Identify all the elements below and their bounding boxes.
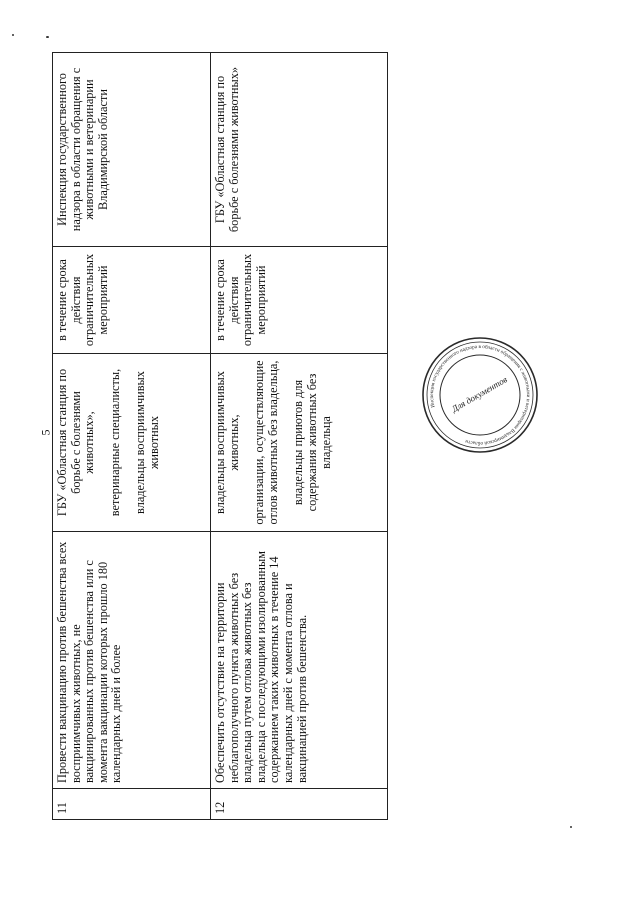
seal-graphic bbox=[420, 336, 540, 454]
scan-speck bbox=[46, 36, 49, 38]
responsible-line: ГБУ «Областная станция по борьбе с болезнями животных», bbox=[55, 368, 97, 517]
official-seal bbox=[420, 336, 540, 454]
responsible-line: владельцы восприимчивых животных bbox=[133, 371, 161, 514]
responsible-cell bbox=[210, 354, 387, 532]
measure-text: Обеспечить отсутствие на территории неблагополучного пункта животных без владельца путем отлова животных без владельца с последующими изолированным содержанием таких животных в течение 14 календарных дней с момента отлова и вакцинацией против бешенства. bbox=[210, 532, 387, 789]
executor-cell: ГБУ «Областная станция по борьбе с болезнями животных» bbox=[210, 53, 387, 247]
seal-center-text: Для документов bbox=[450, 374, 509, 415]
scan-speck bbox=[570, 826, 572, 828]
responsible-line: владельцы восприимчивых животных, bbox=[212, 371, 241, 514]
row-number: 12 bbox=[210, 789, 387, 820]
scan-speck bbox=[12, 34, 14, 36]
measures-table bbox=[52, 52, 388, 820]
responsible-line: организации, осуществляющие отлов животных без владельца, bbox=[252, 360, 280, 525]
term-cell: в течение срока действия ограничительных мероприятий bbox=[210, 247, 387, 354]
rotated-table-container bbox=[52, 52, 388, 820]
page-number: 5 bbox=[38, 429, 53, 436]
row-number: 11 bbox=[53, 789, 211, 820]
seal-ring-text: Инспекция государственного надзора в области обращения с животными и ветеринарии Владимирской области bbox=[428, 343, 532, 447]
table-row bbox=[210, 53, 387, 820]
responsible-line: ветеринарные специалисты, bbox=[107, 368, 122, 517]
term-cell: в течение срока действия ограничительных мероприятий bbox=[53, 247, 211, 354]
executor-cell: Инспекция государственного надзора в области обращения с животными и ветеринарии Владимирской области bbox=[53, 53, 211, 247]
responsible-cell bbox=[53, 354, 211, 532]
responsible-line: владельцы приютов для содержания животных без владельца bbox=[291, 373, 333, 512]
table-row bbox=[53, 53, 211, 820]
measure-text: Провести вакцинацию против бешенства всех восприимчивых животных, не вакцинированных против бешенства или с момента вакцинации которых прошло 180 календарных дней и более bbox=[53, 532, 211, 789]
